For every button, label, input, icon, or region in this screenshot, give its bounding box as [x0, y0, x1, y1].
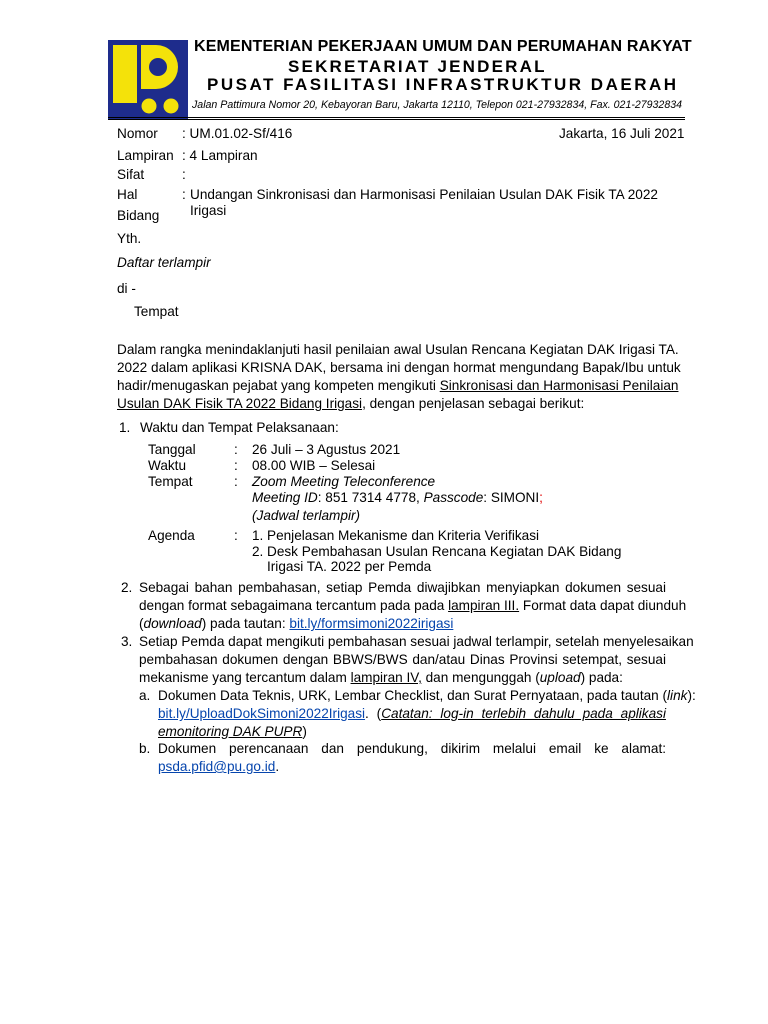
agenda-2-cont: Irigasi TA. 2022 per Pemda: [267, 559, 432, 574]
colon: :: [234, 474, 238, 489]
item3a-line: Dokumen Data Teknis, URK, Lembar Checklist, dan Surat Pernyataan, pada tautan (link):: [158, 688, 696, 703]
center-name: PUSAT FASILITASI INFRASTRUKTUR DAERAH: [207, 75, 679, 94]
item2-line: (download) pada tautan: bit.ly/formsimoni2022irigasi: [139, 616, 454, 631]
item2-line: dengan format sebagaimana tercantum pada pada lampiran III. Format data dapat diunduh: [139, 598, 687, 613]
yth: Yth.: [117, 231, 142, 246]
item1-number: 1.: [119, 420, 131, 435]
tanggal-label: Tanggal: [148, 442, 196, 457]
form-download-link[interactable]: bit.ly/formsimoni2022irigasi: [289, 616, 454, 631]
agenda-2-number: 2.: [252, 544, 264, 559]
secretariat-name: SEKRETARIAT JENDERAL: [288, 57, 547, 76]
bidang-label: Bidang: [117, 208, 160, 223]
login-note-cont: emonitoring DAK PUPR: [158, 724, 303, 739]
item3b-number: b.: [139, 741, 151, 756]
upload-doc-link[interactable]: bit.ly/UploadDokSimoni2022Irigasi: [158, 706, 366, 721]
event-name: Sinkronisasi dan Harmonisasi Penilaian: [439, 378, 679, 393]
waktu-value: 08.00 WIB – Selesai: [252, 458, 376, 473]
pupr-logo: [108, 40, 188, 120]
intro-line: hadir/menugaskan pejabat yang kompeten mengikuti Sinkronisasi dan Harmonisasi Penilaian: [117, 378, 679, 393]
item3a-line: emonitoring DAK PUPR): [158, 724, 307, 739]
hal-value-line2: Irigasi: [190, 203, 227, 218]
item2-number: 2.: [121, 580, 133, 595]
item3b-line: psda.pfid@pu.go.id.: [158, 759, 280, 774]
event-name-cont: Usulan DAK Fisik TA 2022 Bidang Irigasi: [117, 396, 363, 411]
item3-line: Setiap Pemda dapat mengikuti pembahasan sesuai jadwal terlampir, setelah menyelesaikan: [139, 634, 694, 649]
waktu-label: Waktu: [148, 458, 187, 473]
hal-value-line1: Undangan Sinkronisasi dan Harmonisasi Penilaian Usulan DAK Fisik TA 2022: [190, 187, 658, 202]
item2-paragraph: [139, 579, 687, 633]
sifat-label: Sifat: [117, 167, 145, 182]
hal-label: Hal: [117, 187, 138, 202]
agenda-2: Desk Pembahasan Usulan Rencana Kegiatan DAK Bidang: [267, 544, 622, 559]
jadwal-note: (Jadwal terlampir): [252, 508, 361, 523]
hal-colon: :: [182, 187, 186, 202]
item3a-line: bit.ly/UploadDokSimoni2022Irigasi. (Catatan: log-in terlebih dahulu pada aplikasi: [158, 706, 666, 721]
intro-line: Usulan DAK Fisik TA 2022 Bidang Irigasi, dengan penjelasan sebagai berikut:: [117, 396, 585, 411]
daftar-terlampir: Daftar terlampir: [117, 255, 211, 270]
intro-line: 2022 dalam aplikasi KRISNA DAK, bersama ini dengan hormat mengundang Bapak/Ibu untuk: [117, 360, 681, 375]
tempat: Tempat: [134, 304, 179, 319]
intro-line: Dalam rangka menindaklanjuti hasil penilaian awal Usulan Rencana Kegiatan DAK Irigasi TA.: [117, 342, 679, 357]
lampiran-label: Lampiran: [117, 148, 174, 163]
item3b-paragraph: [158, 740, 666, 776]
colon: :: [234, 442, 238, 457]
nomor-value: : UM.01.02-Sf/416: [182, 126, 293, 141]
agenda-1-number: 1.: [252, 528, 264, 543]
tempat-value: Zoom Meeting Teleconference: [252, 474, 436, 489]
item3-line: mekanisme yang tercantum dalam lampiran IV, dan mengunggah (upload) pada:: [139, 670, 623, 685]
item3-paragraph: [139, 633, 694, 687]
intro-paragraph: [117, 341, 681, 413]
agency-name: KEMENTERIAN PEKERJAAN UMUM DAN PERUMAHAN RAKYAT: [194, 38, 692, 55]
lampiran-iv-ref: lampiran IV,: [350, 670, 422, 685]
login-note: Catatan: log-in terlebih dahulu pada aplikasi: [381, 706, 666, 721]
agenda-label: Agenda: [148, 528, 195, 543]
letter-date: Jakarta, 16 Juli 2021: [559, 126, 685, 141]
agenda-1: Penjelasan Mekanisme dan Kriteria Verifikasi: [267, 528, 540, 543]
item3-line: pembahasan dokumen dengan BBWS/BWS dan/atau Dinas Provinsi setempat, sesuai: [139, 652, 666, 667]
item3-number: 3.: [121, 634, 133, 649]
lampiran-iii-ref: lampiran III.: [448, 598, 520, 613]
item3a-number: a.: [139, 688, 151, 703]
meeting-credentials: Meeting ID: 851 7314 4778, Passcode: SIMONI;: [252, 490, 543, 505]
colon: :: [234, 528, 238, 543]
item2-line: Sebagai bahan pembahasan, setiap Pemda diwajibkan menyiapkan dokumen sesuai: [139, 580, 666, 595]
letterhead-address: Jalan Pattimura Nomor 20, Kebayoran Baru, Jakarta 12110, Telepon 021-27932834, Fax. 021-27932834: [192, 99, 682, 111]
nomor-label: Nomor: [117, 126, 158, 141]
tempat-label: Tempat: [148, 474, 193, 489]
colon: :: [234, 458, 238, 473]
sifat-value: :: [182, 167, 186, 182]
item1-title: Waktu dan Tempat Pelaksanaan:: [140, 420, 339, 435]
item3a-paragraph: [158, 687, 696, 741]
di: di -: [117, 281, 136, 296]
lampiran-value: : 4 Lampiran: [182, 148, 258, 163]
letterhead-divider: [108, 117, 685, 120]
tanggal-value: 26 Juli – 3 Agustus 2021: [252, 442, 401, 457]
email-link[interactable]: psda.pfid@pu.go.id: [158, 759, 276, 774]
item3b-line: Dokumen perencanaan dan pendukung, dikirim melalui email ke alamat:: [158, 741, 666, 756]
